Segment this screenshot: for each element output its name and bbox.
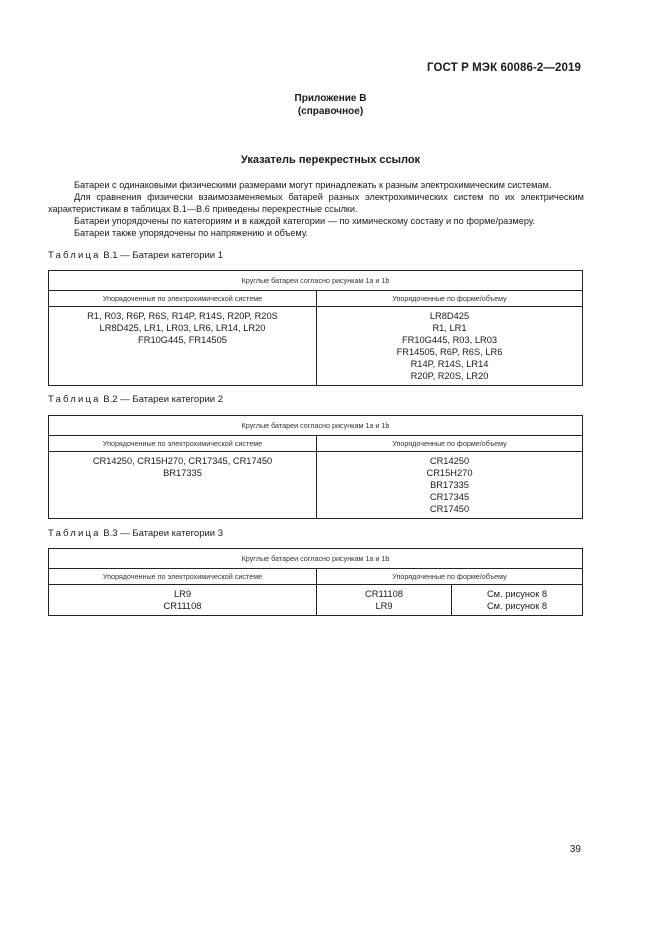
cross-reference-table-1 [48, 270, 583, 386]
section-heading: Указатель перекрестных ссылок [240, 154, 421, 166]
table-caption [48, 528, 223, 539]
cell-line: CR14250, CR15H270, CR17345, CR17450 [92, 456, 273, 466]
cross-reference-table-2 [48, 415, 583, 519]
cross-reference-table-3 [48, 548, 583, 616]
cell-line: R20P, R20S, LR20 [410, 371, 489, 381]
cell-lines [49, 452, 316, 482]
annex-heading [0, 92, 661, 118]
cell-line: CR17450 [429, 504, 470, 514]
cell-lines [317, 307, 582, 385]
cell-lines [317, 452, 582, 518]
table-cell [49, 307, 317, 386]
cell-line: R14P, R14S, LR14 [410, 359, 489, 369]
cell-lines [317, 585, 451, 615]
paragraph: Батареи упорядочены по категориям и в каждой категории — по химическому составу и по форме/размеру. [74, 216, 536, 226]
cell-line: FR10G445, R03, LR03 [401, 335, 498, 345]
table-title: Круглые батареи согласно рисункам 1а и 1b [49, 271, 583, 291]
table-caption-text: В.2 — Батареи категории 2 [100, 394, 224, 405]
table-title: Круглые батареи согласно рисункам 1а и 1b [49, 549, 583, 569]
column-header: Упорядоченные по форме/объему [317, 291, 583, 307]
table-caption-prefix: Таблица [48, 250, 101, 261]
paragraph: Батареи также упорядочены по напряжению и объему. [74, 228, 309, 238]
column-header: Упорядоченные по форме/объему [317, 569, 583, 585]
cell-line: CR11108 [163, 601, 202, 611]
column-header: Упорядоченные по электрохимической системе [49, 436, 317, 452]
cell-line: LR8D425, LR1, LR03, LR6, LR14, LR20 [99, 323, 266, 333]
table-caption-text: В.3 — Батареи категории 3 [100, 528, 224, 539]
cell-line: LR9 [375, 601, 393, 611]
table-caption-text: В.1 — Батареи категории 1 [100, 250, 224, 261]
cell-line: CR14250 [429, 456, 470, 466]
cell-line: R1, LR1 [432, 323, 467, 333]
table-cell [452, 585, 583, 616]
cell-line: BR17335 [430, 480, 469, 490]
table-cell [317, 585, 452, 616]
table-caption [48, 250, 223, 261]
table-caption-prefix: Таблица [48, 528, 101, 539]
page-number: 39 [569, 844, 581, 855]
table-cell [49, 585, 317, 616]
cell-line: LR9 [173, 589, 192, 599]
table-cell [317, 452, 583, 519]
document-code: ГОСТ Р МЭК 60086-2—2019 [427, 62, 581, 74]
cell-line: FR10G445, FR14505 [138, 335, 227, 345]
cell-line: BR17335 [163, 468, 202, 478]
column-header: Упорядоченные по форме/объему [317, 436, 583, 452]
paragraph: Для сравнения физически взаимозаменяемых батарей разных электрохимических систем по их электрическим характеристикам в таблицах В.1—В.6 приведены перекрестные ссылки. [48, 192, 584, 214]
cell-line: См. рисунок 8 [486, 601, 548, 611]
annex-title: Приложение В [294, 93, 367, 104]
cell-lines [49, 307, 316, 349]
column-header: Упорядоченные по электрохимической системе [49, 569, 317, 585]
paragraph: Батареи с одинаковыми физическими размерами могут принадлежать к разным электрохимическим системам. [74, 180, 552, 190]
cell-lines [452, 585, 582, 615]
cell-line: LR8D425 [429, 311, 470, 321]
annex-subtitle: (справочное) [297, 106, 364, 117]
table-cell [317, 307, 583, 386]
table-cell [49, 452, 317, 519]
cell-lines [49, 585, 316, 615]
cell-line: FR14505, R6P, R6S, LR6 [396, 347, 503, 357]
table-title: Круглые батареи согласно рисункам 1а и 1b [49, 416, 583, 436]
cell-line: CR17345 [429, 492, 470, 502]
cell-line: CR11108 [365, 589, 403, 599]
cell-line: R1, R03, R6P, R6S, R14P, R14S, R20P, R20S [87, 311, 278, 321]
cell-line: CR15H270 [426, 468, 473, 478]
table-caption [48, 394, 223, 405]
cell-line: См. рисунок 8 [486, 589, 548, 599]
table-caption-prefix: Таблица [48, 394, 101, 405]
column-header: Упорядоченные по электрохимической системе [49, 291, 317, 307]
